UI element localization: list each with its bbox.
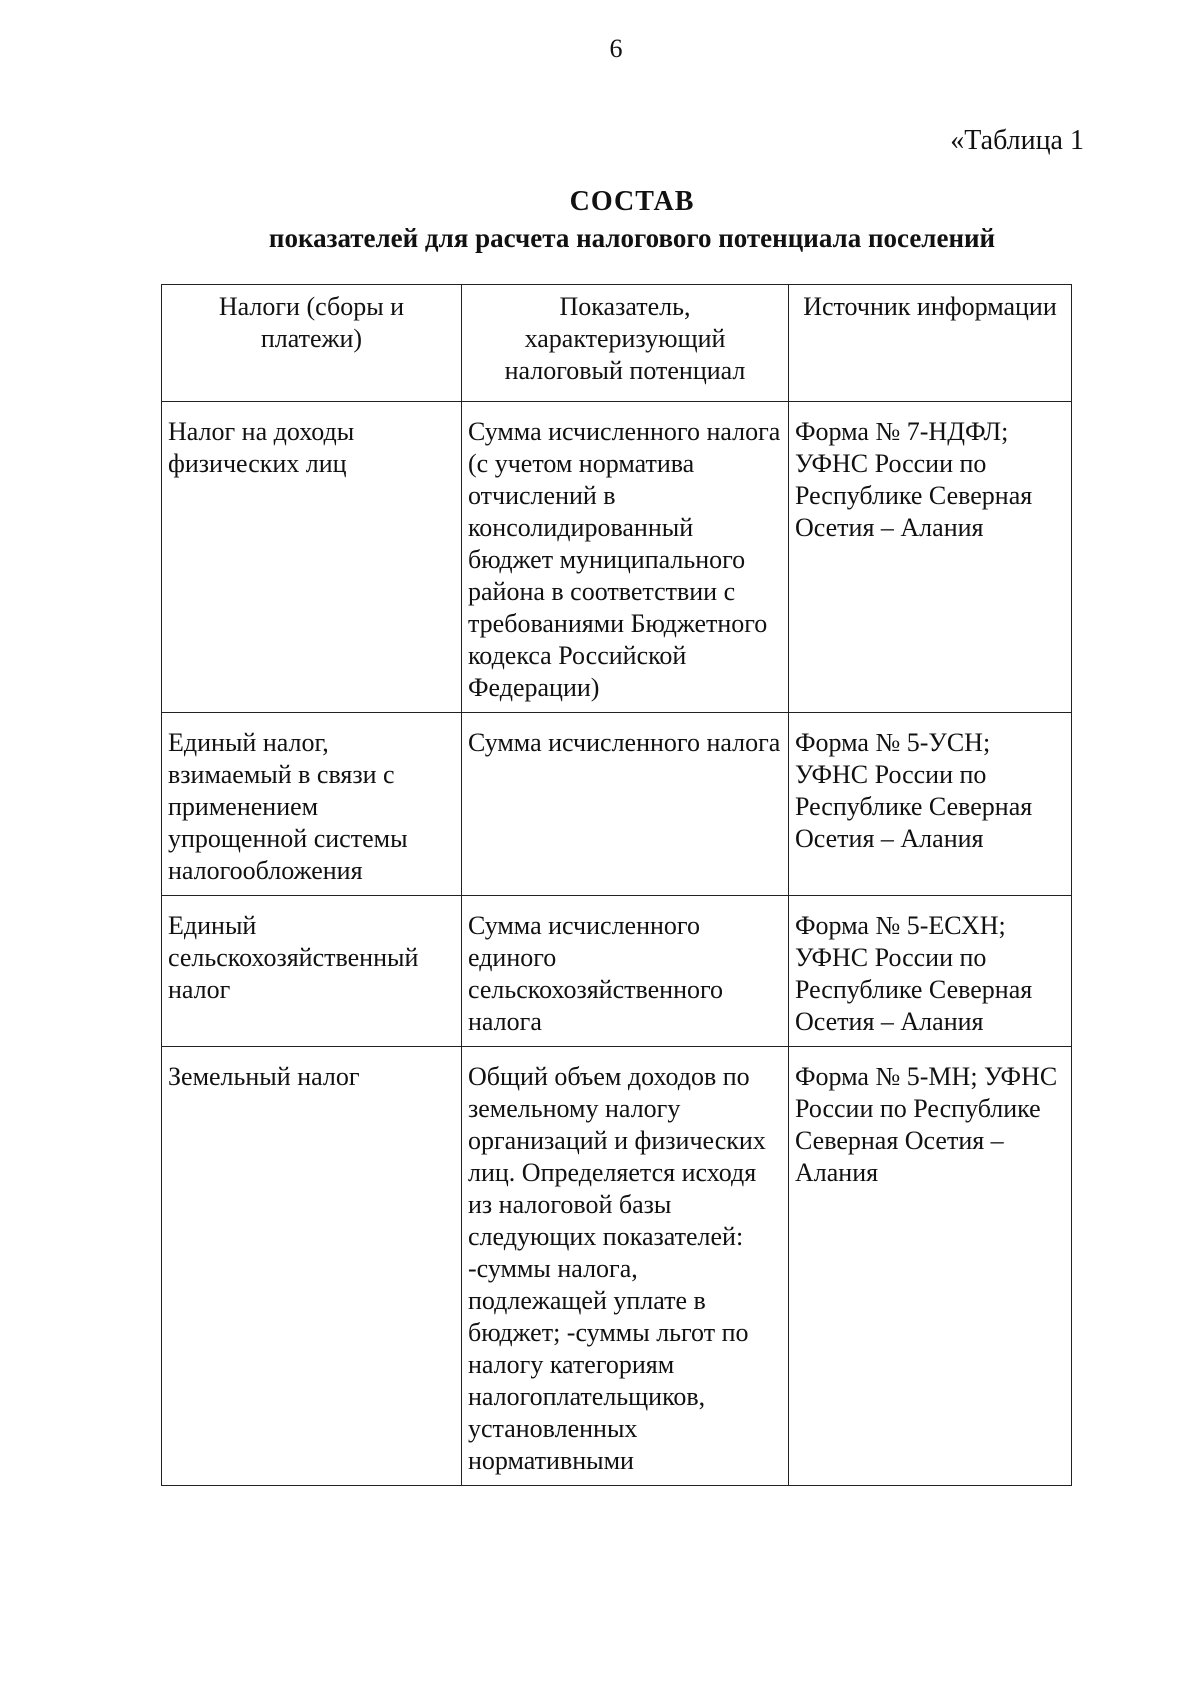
cell-indicator: Сумма исчисленного налога (с учетом норматива отчислений в консолидированный бюджет муниципального района в соответствии с требованиями Бюджетного кодекса Российской Федерации) (462, 402, 789, 713)
document-subtitle: показателей для расчета налогового потенциала поселений (268, 223, 996, 253)
header-taxes: Налоги (сборы и платежи) (162, 285, 462, 402)
header-source: Источник информации (789, 285, 1072, 402)
tax-indicators-table (161, 284, 1072, 1486)
header-indicator: Показатель, характеризующий налоговый потенциал (462, 285, 789, 402)
cell-tax: Единый сельскохозяйственный налог (162, 896, 462, 1047)
table-row (162, 896, 1072, 1047)
cell-tax: Единый налог, взимаемый в связи с применением упрощенной системы налогообложения (162, 713, 462, 896)
table-row (162, 1047, 1072, 1486)
cell-source: Форма № 7-НДФЛ; УФНС России по Республике Северная Осетия – Алания (789, 402, 1072, 713)
cell-indicator: Сумма исчисленного единого сельскохозяйственного налога (462, 896, 789, 1047)
cell-indicator: Общий объем доходов по земельному налогу организаций и физических лиц. Определяется исходя из налоговой базы следующих показателей: -суммы налога, подлежащей уплате в бюджет; -суммы льгот по налогу категориям налогоплательщиков, установленных нормативными (462, 1047, 789, 1486)
cell-source: Форма № 5-УСН; УФНС России по Республике Северная Осетия – Алания (789, 713, 1072, 896)
cell-tax: Налог на доходы физических лиц (162, 402, 462, 713)
table-row (162, 402, 1072, 713)
cell-tax: Земельный налог (162, 1047, 462, 1486)
table-reference: «Таблица 1 (950, 125, 1084, 156)
cell-source: Форма № 5-ЕСХН; УФНС России по Республике Северная Осетия – Алания (789, 896, 1072, 1047)
table-row (162, 713, 1072, 896)
page-number: 6 (609, 34, 623, 63)
cell-indicator: Сумма исчисленного налога (462, 713, 789, 896)
document-title: СОСТАВ (569, 186, 695, 217)
cell-source: Форма № 5-МН; УФНС России по Республике Северная Осетия – Алания (789, 1047, 1072, 1486)
table-header-row (162, 285, 1072, 402)
